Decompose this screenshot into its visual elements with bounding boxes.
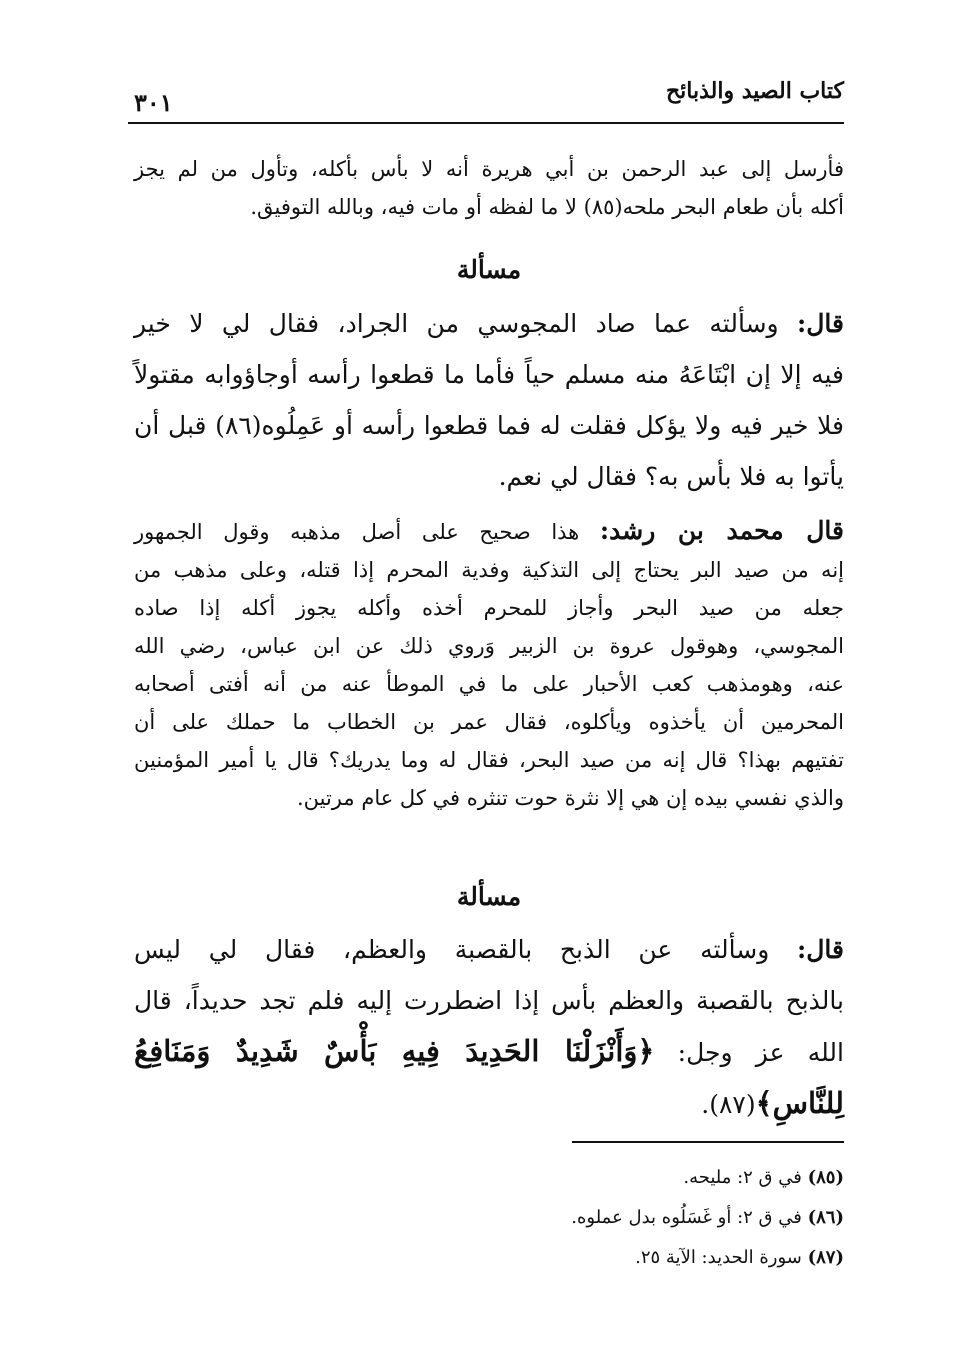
footnote-text: سورة الحديد: الآية ٢٥. bbox=[635, 1247, 802, 1268]
question-paragraph-2 bbox=[134, 924, 844, 1130]
section-heading: مسألة bbox=[456, 882, 522, 911]
footnote bbox=[134, 1238, 844, 1278]
footnote bbox=[134, 1198, 844, 1238]
intro-line: فأرسل إلى عبد الرحمن بن أبي هريرة أنه لا بأس بأكله، وتأول من لم يجز bbox=[134, 157, 844, 181]
quran-verse: لِلنَّاسِ﴾ bbox=[755, 1086, 844, 1120]
intro-paragraph bbox=[134, 150, 844, 226]
header-divider bbox=[128, 122, 844, 124]
speaker-label: قال: bbox=[797, 935, 844, 964]
paragraph-line: المجوسي، وهوقول عروة بن الزبير وَروي ذلك عن ابن عباس، رضي الله bbox=[134, 634, 844, 658]
paragraph-text: وسألته عما صاد المجوسي من الجراد، فقال لي لا خير bbox=[134, 309, 779, 338]
paragraph-line bbox=[134, 512, 844, 551]
paragraph-line bbox=[134, 1026, 844, 1078]
paragraph-line: المحرمين أن يأخذوه ويأكلوه، فقال عمر بن الخطاب ما حملك على أن bbox=[134, 710, 844, 734]
quran-verse: ﴿وَأَنْزَلْنَا الحَدِيدَ فِيهِ بَأْسٌ شَدِيدٌ وَمَنَافِعُ bbox=[134, 1034, 655, 1068]
running-header bbox=[128, 70, 844, 120]
paragraph-line: جعله من صيد البحر وأجاز للمحرم أخذه وأكله يجوز أكله إذا صاده bbox=[134, 596, 844, 620]
speaker-label: قال: bbox=[797, 309, 844, 338]
footnote-number: (٨٧) bbox=[807, 1247, 844, 1268]
paragraph-line: فيه إلا إن ابْتَاعَهُ منه مسلم حياً فأما ما قطعوا رأسه أوجاؤوابه مقتولاً bbox=[134, 360, 844, 389]
paragraph-text: وسألته عن الذبح بالقصبة والعظم، فقال لي ليس bbox=[134, 935, 770, 964]
page-number: ٣٠١ bbox=[134, 88, 173, 117]
footnote-text: في ق ٢: مليحه. bbox=[683, 1167, 802, 1188]
footnotes bbox=[134, 1158, 844, 1278]
footnote-marker: (٨٧). bbox=[701, 1090, 756, 1119]
chapter-title: كتاب الصيد والذبائح bbox=[665, 78, 844, 104]
paragraph-text: الله عز وجل: bbox=[677, 1038, 844, 1067]
footnote-text: في ق ٢: أو غَسَلُوه بدل عملوه. bbox=[571, 1207, 802, 1228]
paragraph-line: بالذبح بالقصبة والعظم بأس إذا اضطررت إليه فلم تجد حديداً، قال bbox=[134, 986, 844, 1015]
paragraph-line: عنه، وهومذهب كعب الأحبار على ما في الموطأ عنه من أنه أفتى أصحابه bbox=[134, 672, 844, 696]
paragraph-line: فلا خير فيه ولا يؤكل فقلت له فما قطعوا رأسه أو عَمِلُوه(٨٦) قبل أن bbox=[134, 411, 844, 440]
paragraph-line bbox=[134, 924, 844, 975]
footnote-number: (٨٥) bbox=[807, 1167, 844, 1188]
paragraph-line bbox=[134, 298, 844, 349]
paragraph-line: إنه من صيد البر يحتاج إلى التذكية وفدية المحرم إذا قتله، وعلى مذهب من bbox=[134, 558, 844, 582]
paragraph-line: تفتيهم بهذا؟ قال إنه من صيد البحر، فقال له وما يدريك؟ قال يا أمير المؤمنين bbox=[134, 748, 844, 772]
intro-line: أكله بأن طعام البحر ملحه(٨٥) لا ما لفظه أو مات فيه، وبالله التوفيق. bbox=[250, 195, 844, 219]
paragraph-line: يأتوا به فلا بأس به؟ فقال لي نعم. bbox=[498, 462, 844, 491]
paragraph-text: هذا صحيح على أصل مذهبه وقول الجمهور bbox=[134, 520, 580, 544]
footnote-number: (٨٦) bbox=[807, 1207, 844, 1228]
footnote-divider bbox=[572, 1141, 844, 1143]
commentator-label: قال محمد بن رشد: bbox=[599, 516, 845, 545]
commentary-paragraph bbox=[134, 512, 844, 817]
paragraph-line bbox=[134, 1078, 844, 1130]
footnote bbox=[134, 1158, 844, 1198]
section-heading: مسألة bbox=[456, 255, 522, 284]
question-paragraph-1 bbox=[134, 298, 844, 502]
paragraph-line: والذي نفسي بيده إن هي إلا نثرة حوت تنثره في كل عام مرتين. bbox=[296, 786, 844, 810]
